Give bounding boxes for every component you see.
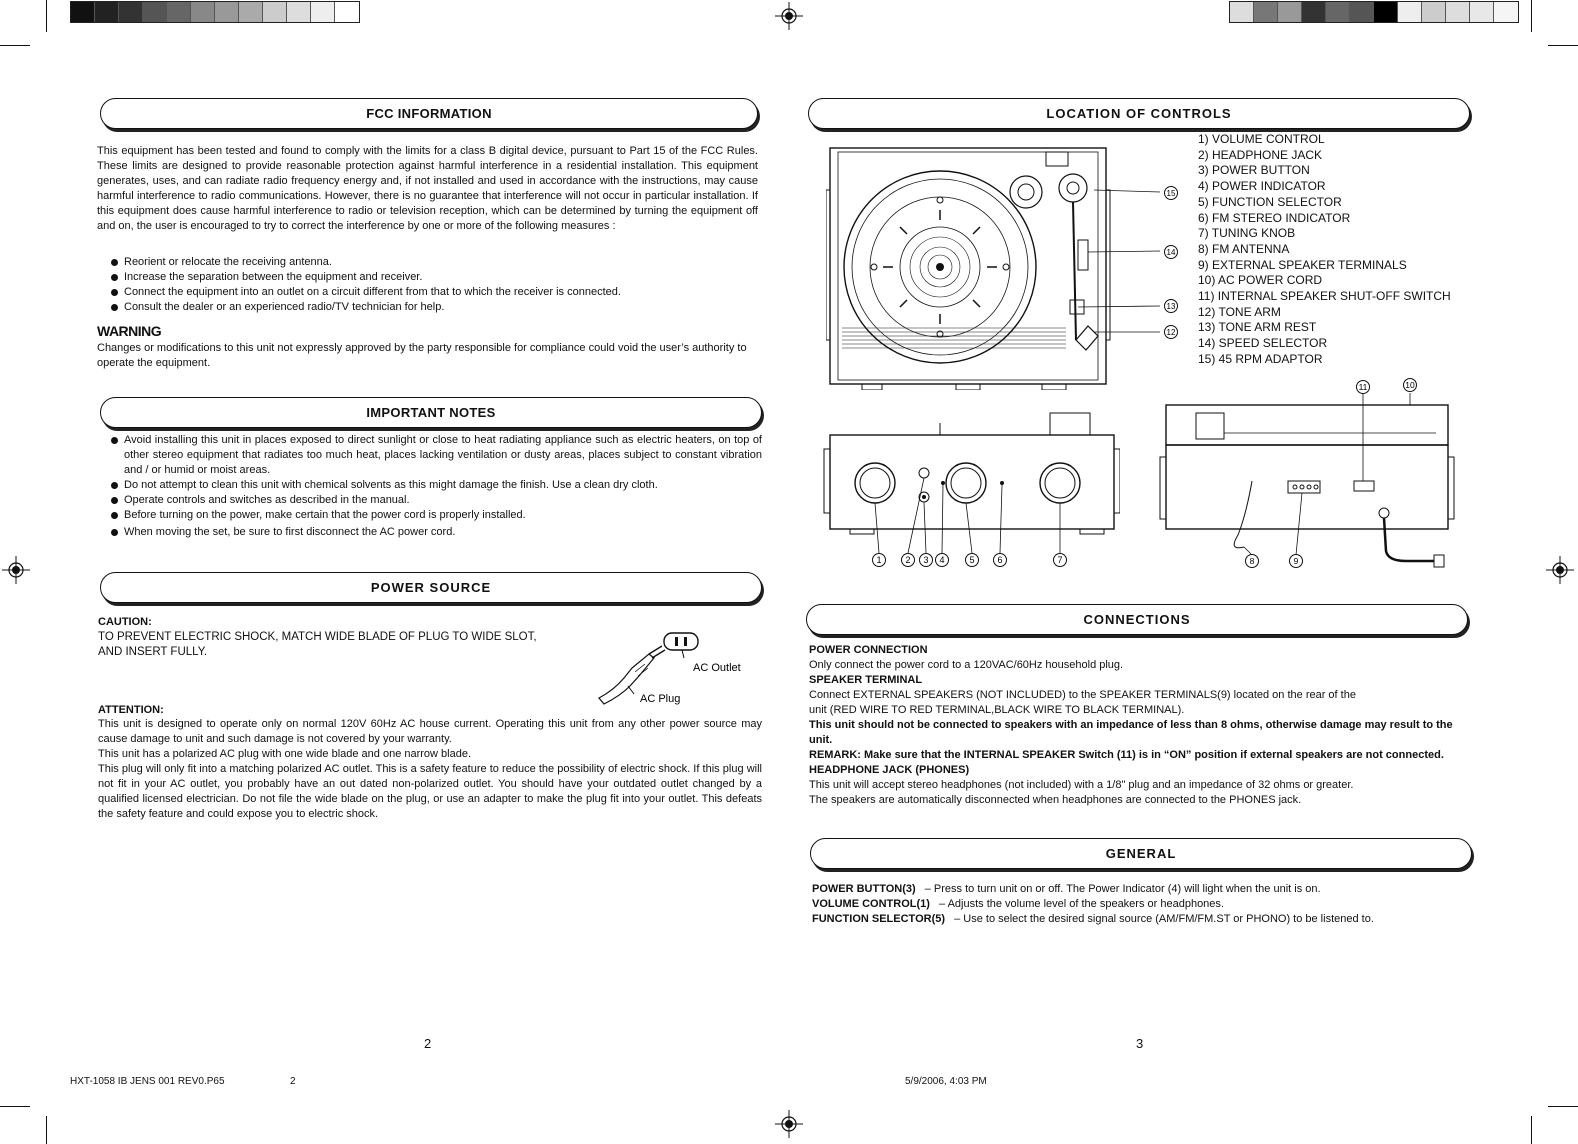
callout-7: 7 bbox=[1057, 555, 1063, 565]
list-item: 1) VOLUME CONTROL bbox=[1198, 132, 1325, 146]
ac-plug-illustration bbox=[594, 628, 754, 708]
attention-paragraph-1: This unit is designed to operate only on normal 120V 60Hz AC house current. Operating this unit from any other power source may cause damage to unit and such damage is not covered by your warranty. bbox=[98, 718, 762, 745]
ac-plug-label: AC Plug bbox=[640, 693, 681, 705]
important-notes-header: IMPORTANT NOTES bbox=[100, 397, 762, 428]
ac-outlet-label: AC Outlet bbox=[693, 662, 741, 674]
list-item: 13) TONE ARM REST bbox=[1198, 320, 1317, 335]
crop-mark bbox=[0, 1106, 30, 1107]
speaker-terminal-text-2: unit (RED WIRE TO RED TERMINAL,BLACK WIRE TO BLACK TERMINAL). bbox=[809, 704, 1185, 716]
general-item-label: POWER BUTTON(3) bbox=[812, 883, 916, 895]
callout-1: 1 bbox=[876, 555, 882, 565]
list-item: 4) POWER INDICATOR bbox=[1198, 179, 1326, 194]
registration-mark-icon bbox=[1546, 556, 1574, 584]
callout-5: 5 bbox=[969, 555, 975, 565]
important-notes-list bbox=[97, 433, 762, 540]
general-item-volume-control bbox=[812, 897, 1472, 912]
caution-line-1: TO PREVENT ELECTRIC SHOCK, MATCH WIDE BLADE OF PLUG TO WIDE SLOT, bbox=[98, 631, 537, 643]
list-item: 12) TONE ARM bbox=[1198, 304, 1281, 319]
callout-8: 8 bbox=[1249, 556, 1255, 566]
callout-15: 15 bbox=[1166, 189, 1176, 198]
list-item: Before turning on the power, make certain that the power cord is properly installed. bbox=[97, 508, 762, 523]
speaker-terminal-text-1: Connect EXTERNAL SPEAKERS (NOT INCLUDED) to the SPEAKER TERMINALS(9) located on the rear of the bbox=[809, 689, 1356, 701]
fcc-body-text: This equipment has been tested and found to comply with the limits for a class B digital device, pursuant to Part 15 of the FCC Rules. These limits are designed to provide reasonable protection against harmful interference in a residential installation. This equipment generates, uses, and can radiate radio frequency energy and, if not installed and used in accordance with the instructions, may cause harmful interference to radio communications. However, there is no guarantee that interference will not occur in particular installation. If this equipment does cause harmful interference to radio or television reception, which can be determined by turning the equipment off and on, the user is encouraged to try to correct the interference by one or more of the following measures : bbox=[97, 145, 758, 232]
callout-11: 11 bbox=[1358, 382, 1368, 392]
warning-title: WARNING bbox=[97, 323, 162, 339]
general-item-label: VOLUME CONTROL(1) bbox=[812, 898, 930, 910]
power-connection-title: POWER CONNECTION bbox=[809, 644, 928, 656]
impedance-warning: This unit should not be connected to speakers with an impedance of less than 8 ohms, otherwise damage may result to the unit. bbox=[809, 719, 1453, 746]
turntable-top-view-diagram bbox=[826, 140, 1186, 390]
speaker-terminal-title: SPEAKER TERMINAL bbox=[809, 674, 923, 686]
general-body bbox=[812, 882, 1472, 927]
page-number-left: 2 bbox=[424, 1036, 432, 1051]
callout-3: 3 bbox=[923, 555, 929, 565]
turntable-front-view-diagram bbox=[820, 405, 1120, 575]
list-item: 11) INTERNAL SPEAKER SHUT-OFF SWITCH bbox=[1198, 289, 1451, 304]
callout-10: 10 bbox=[1405, 380, 1415, 390]
callout-14: 14 bbox=[1166, 248, 1176, 257]
list-item: 7) TUNING KNOB bbox=[1198, 226, 1296, 241]
attention-paragraph-3: This plug will only fit into a matching polarized AC outlet. This is a safety feature to reduce the possibility of electric shock. If this plug will not fit in your AC outlet, you probably have an out dated non-polarized outlet. You should have your outdated outlet changed by a qualified licensed electrician. Do not file the wide blade on the plug, or use an adapter to make the plug fit into your outlet. This defeats the safety feature and could expose you to electric shock. bbox=[98, 763, 762, 820]
list-item: Connect the equipment into an outlet on a circuit different from that to which the receiver is connected. bbox=[97, 285, 758, 300]
list-item: Increase the separation between the equipment and receiver. bbox=[97, 270, 758, 285]
list-item: 3) POWER BUTTON bbox=[1198, 163, 1310, 178]
footer-date: 5/9/2006, 4:03 PM bbox=[905, 1076, 987, 1087]
list-item: When moving the set, be sure to first disconnect the AC power cord. bbox=[97, 525, 762, 540]
list-item: 10) AC POWER CORD bbox=[1198, 273, 1323, 288]
general-item-label: FUNCTION SELECTOR(5) bbox=[812, 913, 946, 925]
list-item: 8) FM ANTENNA bbox=[1198, 241, 1290, 256]
color-bar-right bbox=[1229, 1, 1519, 23]
general-item-text: – Use to select the desired signal source (AM/FM/FM.ST or PHONO) to be listened to. bbox=[954, 913, 1374, 925]
crop-mark bbox=[1548, 45, 1578, 46]
color-bar-left bbox=[70, 1, 360, 23]
registration-mark-icon bbox=[775, 2, 803, 30]
location-of-controls-header: LOCATION OF CONTROLS bbox=[808, 98, 1470, 129]
general-header: GENERAL bbox=[810, 838, 1472, 869]
callout-12: 12 bbox=[1166, 328, 1176, 337]
list-item: 2) HEADPHONE JACK bbox=[1198, 147, 1323, 162]
remark-text: REMARK: Make sure that the INTERNAL SPEAKER Switch (11) is in “ON” position if external speakers are not connected. bbox=[809, 749, 1444, 761]
callout-13: 13 bbox=[1166, 302, 1176, 311]
power-connection-text: Only connect the power cord to a 120VAC/60Hz household plug. bbox=[809, 659, 1124, 671]
crop-mark bbox=[46, 1116, 47, 1144]
general-item-text: – Adjusts the volume level of the speakers or headphones. bbox=[939, 898, 1224, 910]
footer-file-name: HXT-1058 IB JENS 001 REV0.P65 bbox=[70, 1076, 225, 1087]
registration-mark-icon bbox=[775, 1110, 803, 1138]
general-item-power-button bbox=[812, 882, 1472, 897]
connections-header: CONNECTIONS bbox=[806, 604, 1468, 635]
list-item: 6) FM STEREO INDICATOR bbox=[1198, 210, 1351, 225]
callout-6: 6 bbox=[997, 555, 1003, 565]
attention-title: ATTENTION: bbox=[98, 704, 164, 716]
controls-legend-list bbox=[1198, 132, 1451, 368]
crop-mark bbox=[1531, 1116, 1532, 1144]
headphone-jack-title: HEADPHONE JACK (PHONES) bbox=[809, 764, 970, 776]
registration-mark-icon bbox=[2, 556, 30, 584]
list-item: Operate controls and switches as described in the manual. bbox=[97, 493, 762, 508]
crop-mark bbox=[0, 45, 30, 46]
footer-page-number: 2 bbox=[290, 1076, 296, 1087]
page-number-right: 3 bbox=[1136, 1036, 1144, 1051]
headphone-jack-text-1: This unit will accept stereo headphones (not included) with a 1/8" plug and an impedance of 32 ohms or greater. bbox=[809, 779, 1354, 791]
warning-body: Changes or modifications to this unit not expressly approved by the party responsible for compliance could void the user’s authority to operate the equipment. bbox=[97, 342, 747, 369]
caution-title: CAUTION: bbox=[98, 616, 152, 628]
fcc-information-header: FCC INFORMATION bbox=[100, 98, 758, 129]
list-item: Consult the dealer or an experienced radio/TV technician for help. bbox=[97, 300, 758, 315]
general-item-function-selector bbox=[812, 912, 1472, 927]
power-source-header: POWER SOURCE bbox=[100, 572, 762, 603]
list-item: 15) 45 RPM ADAPTOR bbox=[1198, 351, 1323, 366]
headphone-jack-text-2: The speakers are automatically disconnected when headphones are connected to the PHONES jack. bbox=[809, 794, 1302, 806]
list-item: 9) EXTERNAL SPEAKER TERMINALS bbox=[1198, 257, 1407, 272]
list-item: 14) SPEED SELECTOR bbox=[1198, 336, 1328, 351]
crop-mark bbox=[46, 0, 47, 32]
list-item: Do not attempt to clean this unit with chemical solvents as this might damage the finish. Use a clean dry cloth. bbox=[97, 478, 762, 493]
list-item: 5) FUNCTION SELECTOR bbox=[1198, 194, 1342, 209]
crop-mark bbox=[1548, 1106, 1578, 1107]
crop-mark bbox=[1531, 0, 1532, 32]
callout-2: 2 bbox=[905, 555, 911, 565]
connections-body bbox=[809, 643, 1474, 808]
callout-4: 4 bbox=[939, 555, 945, 565]
callout-9: 9 bbox=[1293, 556, 1299, 566]
list-item: Avoid installing this unit in places exposed to direct sunlight or close to heat radiating appliance such as electric heaters, on top of other stereo equipment that radiates too much heat, places lacking ventilation or dusty areas, places subject to constant vibration and / or humid or moist areas. bbox=[97, 433, 762, 478]
caution-line-2: AND INSERT FULLY. bbox=[98, 646, 208, 658]
general-item-text: – Press to turn unit on or off. The Power Indicator (4) will light when the unit is on. bbox=[924, 883, 1321, 895]
turntable-rear-view-diagram bbox=[1156, 375, 1466, 575]
fcc-measures-list bbox=[97, 255, 758, 315]
attention-paragraph-2: This unit has a polarized AC plug with one wide blade and one narrow blade. bbox=[98, 748, 472, 760]
list-item: Reorient or relocate the receiving antenna. bbox=[97, 255, 758, 270]
